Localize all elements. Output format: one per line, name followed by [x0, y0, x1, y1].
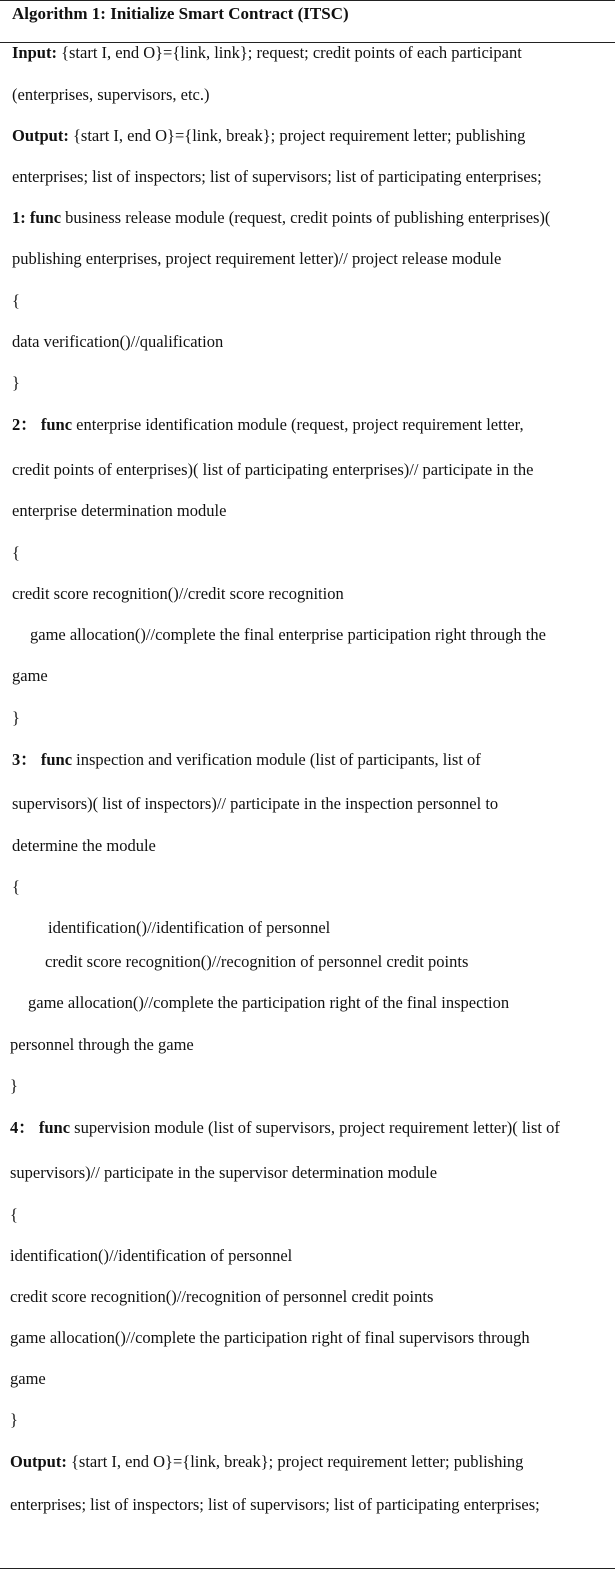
func2-body-3: game	[12, 666, 48, 685]
func2-open-brace: {	[12, 543, 20, 562]
final-output-label: Output:	[10, 1452, 67, 1471]
output-line-2: enterprises; list of inspectors; list of supervisors; list of participating enterprises;	[12, 167, 542, 186]
final-output-line-2: enterprises; list of inspectors; list of supervisors; list of participating enterprises;	[10, 1495, 540, 1514]
algorithm-title: Algorithm 1: Initialize Smart Contract (ITSC)	[12, 4, 349, 23]
func4-close-brace: }	[10, 1410, 18, 1429]
func3-open-brace: {	[12, 877, 20, 896]
func4-label: 4： func	[10, 1118, 71, 1137]
func2-line-3: enterprise determination module	[12, 501, 227, 520]
func2-close-brace: }	[12, 708, 20, 727]
func4-body-3: game allocation()//complete the participation right of final supervisors through	[10, 1328, 530, 1347]
func2-text-1: enterprise identification module (request, project requirement letter,	[72, 415, 524, 434]
func4-text-1: supervision module (list of supervisors, project requirement letter)( list of	[70, 1118, 560, 1137]
final-output-text-1: {start I, end O}={link, break}; project requirement letter; publishing	[66, 1452, 524, 1471]
func3-label: 3： func	[12, 750, 73, 769]
input-line-1	[12, 43, 522, 63]
func2-line-2: credit points of enterprises)( list of participating enterprises)// participate in the	[12, 460, 534, 479]
func4-body-4: game	[10, 1369, 46, 1388]
func1-close-brace: }	[12, 373, 20, 392]
func3-body-3: game allocation()//complete the participation right of the final inspection	[28, 993, 510, 1012]
func2-line-1	[12, 415, 524, 435]
func3-body-2: credit score recognition()//recognition of personnel credit points	[45, 952, 469, 971]
func3-close-brace: }	[10, 1076, 18, 1095]
func3-line-3: determine the module	[12, 836, 156, 855]
func3-body-4: personnel through the game	[10, 1035, 194, 1054]
func2-label: 2： func	[12, 415, 73, 434]
func1-text-1: business release module (request, credit points of publishing enterprises)(	[61, 208, 551, 227]
func1-open-brace: {	[12, 291, 20, 310]
func2-body-1: credit score recognition()//credit score recognition	[12, 584, 344, 603]
input-text-1: {start I, end O}={link, link}; request; credit points of each participant	[56, 43, 522, 62]
func4-line-2: supervisors)// participate in the supervisor determination module	[10, 1163, 438, 1182]
func3-body-1: identification()//identification of personnel	[48, 918, 331, 937]
func1-line-2: publishing enterprises, project requirement letter)// project release module	[12, 249, 502, 268]
func1-line-1	[12, 208, 550, 228]
func3-text-1: inspection and verification module (list of participants, list of	[72, 750, 481, 769]
final-output-line-1	[10, 1452, 523, 1472]
func4-body-1: identification()//identification of personnel	[10, 1246, 293, 1265]
top-rule	[0, 0, 615, 1]
bottom-rule	[0, 1568, 615, 1569]
func1-label: 1: func	[12, 208, 62, 227]
func3-line-1	[12, 750, 481, 770]
func3-line-2: supervisors)( list of inspectors)// participate in the inspection personnel to	[12, 794, 499, 813]
func4-line-1	[10, 1118, 560, 1138]
output-text-1: {start I, end O}={link, break}; project requirement letter; publishing	[68, 126, 526, 145]
func2-body-2: game allocation()//complete the final enterprise participation right through the	[30, 625, 546, 644]
input-line-2: (enterprises, supervisors, etc.)	[12, 85, 210, 104]
func4-open-brace: {	[10, 1205, 18, 1224]
input-label: Input:	[12, 43, 57, 62]
output-line-1	[12, 126, 525, 146]
func1-body-1: data verification()//qualification	[12, 332, 224, 351]
output-label: Output:	[12, 126, 69, 145]
func4-body-2: credit score recognition()//recognition of personnel credit points	[10, 1287, 434, 1306]
